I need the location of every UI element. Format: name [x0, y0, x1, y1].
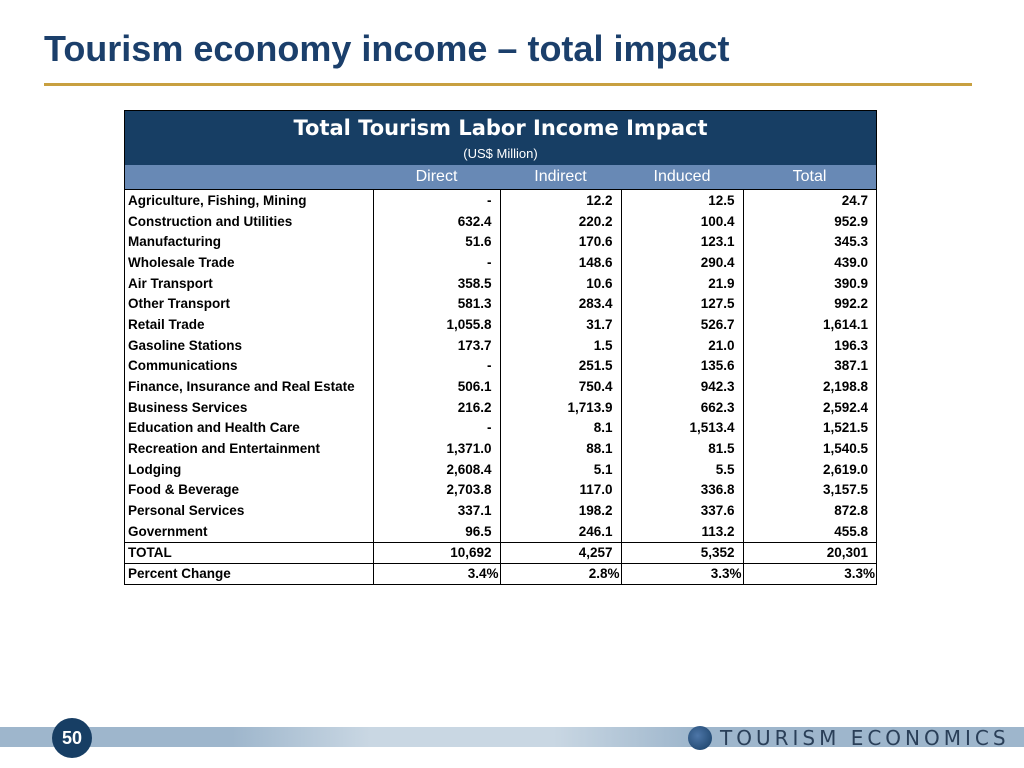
cell-direct: - [373, 356, 500, 377]
row-label: Agriculture, Fishing, Mining [128, 192, 307, 208]
table-row [125, 376, 876, 397]
data-table [125, 165, 876, 584]
table-row [125, 356, 876, 377]
cell-direct: - [373, 418, 500, 439]
cell-indirect: 246.1 [500, 521, 621, 542]
row-label: Government [128, 523, 208, 539]
cell-induced: 1,513.4 [621, 418, 743, 439]
cell-induced: 5,352 [621, 542, 743, 563]
table-row [125, 459, 876, 480]
slide-title: Tourism economy income – total impact [44, 28, 730, 69]
cell-total: 24.7 [743, 190, 876, 211]
table-row [125, 293, 876, 314]
cell-direct: 506.1 [373, 376, 500, 397]
cell-induced: 337.6 [621, 500, 743, 521]
cell-indirect: 88.1 [500, 438, 621, 459]
row-label: Business Services [128, 399, 248, 415]
row-label: Finance, Insurance and Real Estate [128, 379, 355, 395]
cell-total: 872.8 [743, 500, 876, 521]
cell-direct: 1,371.0 [373, 438, 500, 459]
cell-direct: 337.1 [373, 500, 500, 521]
column-header-direct: Direct [373, 165, 500, 190]
table-row [125, 231, 876, 252]
cell-direct: 10,692 [373, 542, 500, 563]
column-header-induced: Induced [621, 165, 743, 190]
percent-change-row [125, 563, 876, 584]
cell-indirect: 198.2 [500, 500, 621, 521]
row-label: Other Transport [128, 296, 231, 312]
cell-induced: 123.1 [621, 231, 743, 252]
table-row [125, 438, 876, 459]
column-header-row [125, 165, 876, 190]
cell-indirect: 12.2 [500, 190, 621, 211]
row-label: Communications [128, 358, 238, 374]
cell-induced: 336.8 [621, 480, 743, 501]
cell-total: 439.0 [743, 252, 876, 273]
row-label: Air Transport [128, 275, 213, 291]
cell-indirect: 1.5 [500, 335, 621, 356]
cell-indirect: 220.2 [500, 211, 621, 232]
cell-total: 1,614.1 [743, 314, 876, 335]
cell-total: 196.3 [743, 335, 876, 356]
column-header-total: Total [743, 165, 876, 190]
cell-direct: 96.5 [373, 521, 500, 542]
cell-induced: 5.5 [621, 459, 743, 480]
table-row [125, 500, 876, 521]
cell-indirect: 148.6 [500, 252, 621, 273]
cell-total: 2,198.8 [743, 376, 876, 397]
globe-icon [688, 726, 712, 750]
cell-induced: 12.5 [621, 190, 743, 211]
cell-indirect: 2.8% [500, 563, 621, 584]
cell-direct: - [373, 252, 500, 273]
table-title: Total Tourism Labor Income Impact [293, 116, 708, 140]
row-label: Recreation and Entertainment [128, 441, 321, 457]
cell-indirect: 170.6 [500, 231, 621, 252]
page-number-badge: 50 [52, 718, 92, 758]
row-label: Gasoline Stations [128, 337, 243, 353]
cell-indirect: 117.0 [500, 480, 621, 501]
tourism-economics-logo [688, 725, 1010, 751]
cell-total: 3.3% [743, 563, 876, 584]
table-row [125, 397, 876, 418]
row-label: Lodging [128, 461, 182, 477]
cell-total: 455.8 [743, 521, 876, 542]
cell-direct: 2,703.8 [373, 480, 500, 501]
cell-direct: - [373, 190, 500, 211]
cell-direct: 632.4 [373, 211, 500, 232]
cell-indirect: 4,257 [500, 542, 621, 563]
row-label: Wholesale Trade [128, 254, 235, 270]
cell-direct: 216.2 [373, 397, 500, 418]
cell-indirect: 251.5 [500, 356, 621, 377]
total-row [125, 542, 876, 563]
cell-induced: 21.9 [621, 273, 743, 294]
table-row [125, 211, 876, 232]
cell-indirect: 31.7 [500, 314, 621, 335]
cell-total: 992.2 [743, 293, 876, 314]
cell-total: 1,540.5 [743, 438, 876, 459]
table-body [125, 190, 876, 584]
cell-induced: 81.5 [621, 438, 743, 459]
row-label: Food & Beverage [128, 482, 240, 498]
table-row [125, 480, 876, 501]
row-label: Retail Trade [128, 316, 205, 332]
row-label: Construction and Utilities [128, 213, 293, 229]
cell-induced: 127.5 [621, 293, 743, 314]
cell-total: 2,592.4 [743, 397, 876, 418]
cell-total: 1,521.5 [743, 418, 876, 439]
row-label: Personal Services [128, 503, 245, 519]
cell-induced: 3.3% [621, 563, 743, 584]
table-row [125, 521, 876, 542]
cell-indirect: 283.4 [500, 293, 621, 314]
cell-total: 3,157.5 [743, 480, 876, 501]
table-row [125, 335, 876, 356]
row-label: TOTAL [125, 542, 373, 563]
table-subtitle: (US$ Million) [463, 146, 538, 161]
cell-indirect: 5.1 [500, 459, 621, 480]
cell-direct: 1,055.8 [373, 314, 500, 335]
cell-induced: 135.6 [621, 356, 743, 377]
cell-direct: 3.4% [373, 563, 500, 584]
title-divider [44, 83, 972, 86]
cell-induced: 662.3 [621, 397, 743, 418]
cell-direct: 2,608.4 [373, 459, 500, 480]
table-row [125, 190, 876, 211]
cell-total: 20,301 [743, 542, 876, 563]
cell-total: 387.1 [743, 356, 876, 377]
cell-indirect: 10.6 [500, 273, 621, 294]
cell-indirect: 750.4 [500, 376, 621, 397]
cell-total: 2,619.0 [743, 459, 876, 480]
row-label: Percent Change [125, 563, 373, 584]
cell-direct: 173.7 [373, 335, 500, 356]
cell-induced: 100.4 [621, 211, 743, 232]
cell-indirect: 1,713.9 [500, 397, 621, 418]
cell-induced: 526.7 [621, 314, 743, 335]
logo-text: TOURISM ECONOMICS [720, 726, 1010, 750]
cell-induced: 113.2 [621, 521, 743, 542]
cell-total: 952.9 [743, 211, 876, 232]
cell-direct: 581.3 [373, 293, 500, 314]
table-row [125, 273, 876, 294]
cell-direct: 358.5 [373, 273, 500, 294]
table-row [125, 314, 876, 335]
income-impact-table [124, 110, 877, 585]
column-header-indirect: Indirect [500, 165, 621, 190]
row-label: Manufacturing [128, 234, 221, 250]
cell-induced: 21.0 [621, 335, 743, 356]
table-header-banner [125, 111, 876, 165]
cell-total: 345.3 [743, 231, 876, 252]
row-label: Education and Health Care [128, 420, 300, 436]
table-row [125, 418, 876, 439]
cell-direct: 51.6 [373, 231, 500, 252]
cell-total: 390.9 [743, 273, 876, 294]
table-row [125, 252, 876, 273]
cell-induced: 290.4 [621, 252, 743, 273]
column-header-label [125, 165, 373, 190]
footer-highlight [232, 727, 692, 747]
cell-indirect: 8.1 [500, 418, 621, 439]
cell-induced: 942.3 [621, 376, 743, 397]
